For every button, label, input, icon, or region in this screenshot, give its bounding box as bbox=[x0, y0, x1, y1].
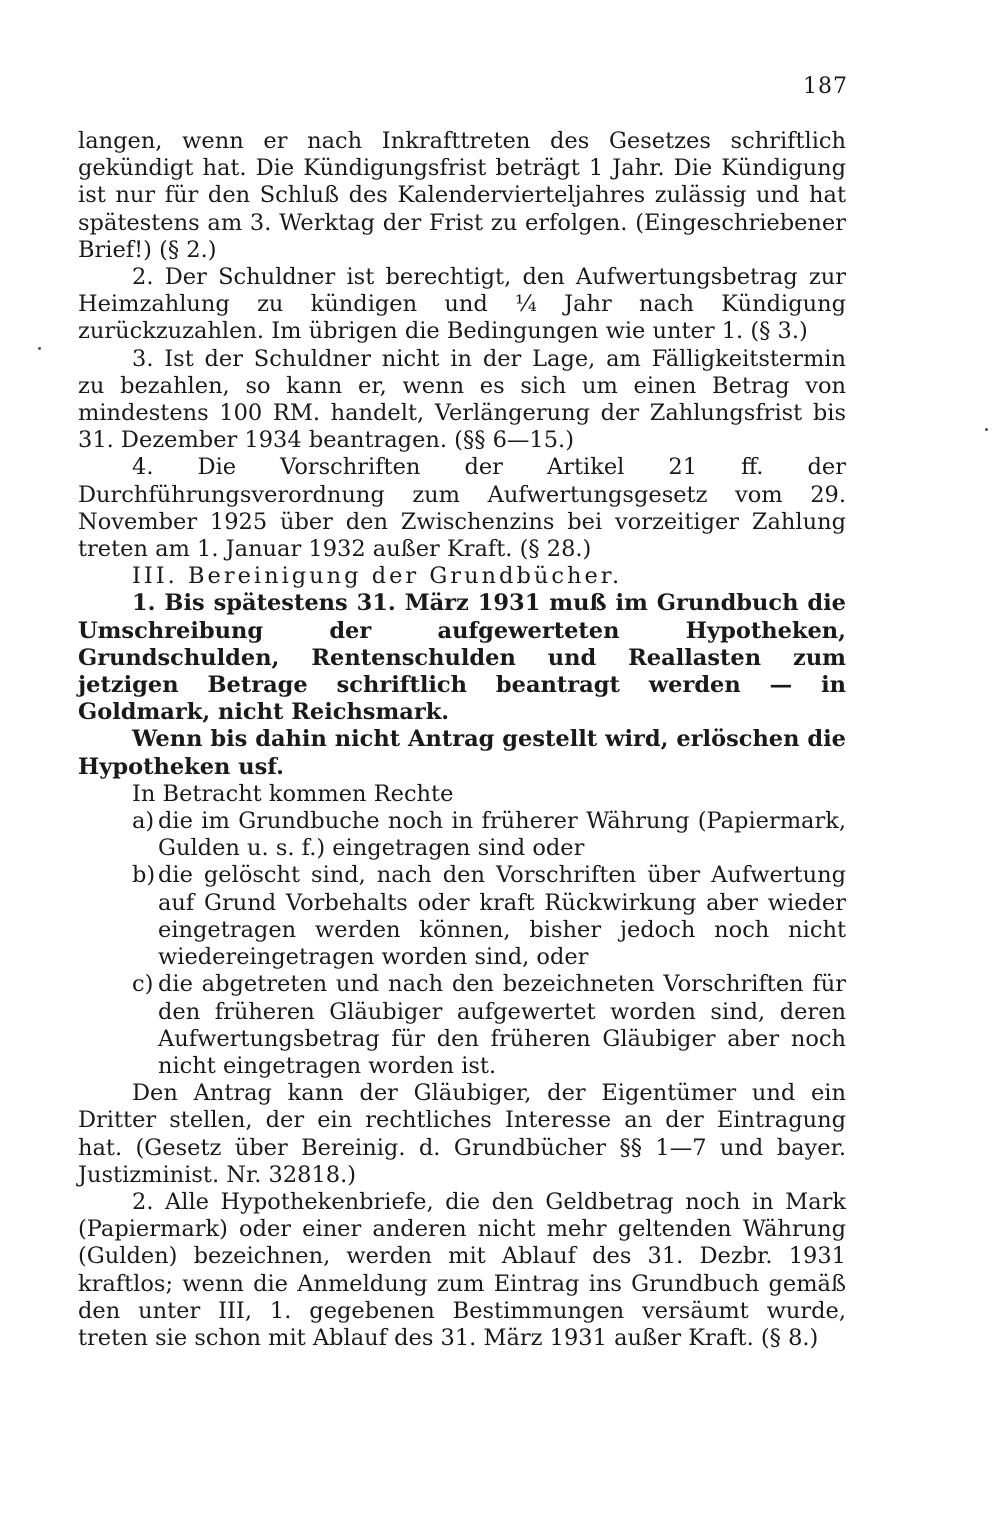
list-item-text: die gelöscht sind, nach den Vorschriften über Aufwertung auf Grund Vorbehalts oder kraft Rückwirkung aber wieder eingetragen werden können, bisher jedoch noch nicht wiedereingetragen worden sind, oder bbox=[158, 862, 846, 971]
list-marker: b) bbox=[132, 862, 156, 889]
paragraph-item-4: 4. Die Vorschriften der Artikel 21 ff. der Durchführungsverordnung zum Aufwertungsgesetz vom 29. November 1925 über den Zwischenzins bei vorzeitiger Zahlung treten am 1. Januar 1932 außer Kraft. (§ 28.) bbox=[78, 454, 846, 563]
list-item-c bbox=[78, 971, 846, 1080]
scan-speck bbox=[38, 347, 41, 350]
list-item-a bbox=[78, 808, 846, 862]
paragraph-mortgage-letters: 2. Alle Hypothekenbriefe, die den Geldbetrag noch in Mark (Papiermark) oder einer anderen nicht mehr geltenden Währung (Gulden) bezeichnen, werden mit Ablauf des 31. Dezbr. 1931 kraftlos; wenn die Anmeldung zum Eintrag ins Grundbuch gemäß den unter III, 1. gegebenen Bestimmungen versäumt wurde, treten sie schon mit Ablauf des 31. März 1931 außer Kraft. (§ 8.) bbox=[78, 1188, 846, 1351]
list-item-text: die abgetreten und nach den bezeichneten Vorschriften für den früheren Gläubiger aufgewertet worden sind, deren Aufwertungsbetrag für den früheren Gläubiger aber noch nicht eingetragen worden ist. bbox=[158, 971, 846, 1079]
list-marker: a) bbox=[132, 808, 155, 835]
paragraph-continuation: langen, wenn er nach Inkrafttreten des Gesetzes schriftlich gekündigt hat. Die Kündigungsfrist beträgt 1 Jahr. Die Kündigung ist nur für den Schluß des Kalendervierteljahres zulässig und hat spätestens am 3. Werktag der Frist zu erfolgen. (Eingeschriebener Brief!) (§ 2.) bbox=[78, 128, 846, 263]
paragraph-item-2: 2. Der Schuldner ist berechtigt, den Aufwertungsbetrag zur Heimzahlung zu kündigen und ¼ Jahr nach Kündigung zurückzuzahlen. Im übrigen die Bedingungen wie unter 1. (§ 3.) bbox=[78, 264, 846, 345]
body-text bbox=[78, 128, 846, 1352]
paragraph-applicants: Den Antrag kann der Gläubiger, der Eigentümer und ein Dritter stellen, der ein rechtliches Interesse an der Eintragung hat. (Gesetz über Bereinig. d. Grundbücher §§ 1—7 und bayer. Justizminist. Nr. 32818.) bbox=[78, 1080, 846, 1188]
section-heading: III. Bereinigung der Grundbücher. bbox=[132, 563, 623, 590]
page-number: 187 bbox=[803, 74, 848, 99]
paragraph-item-3: 3. Ist der Schuldner nicht in der Lage, am Fälligkeitstermin zu bezahlen, so kann er, wenn es sich um einen Betrag von mindestens 100 RM. handelt, Verlängerung der Zahlungsfrist bis 31. Dezember 1934 beantragen. (§§ 6—15.) bbox=[78, 345, 846, 454]
bold-paragraph-deadline: 1. Bis spätestens 31. März 1931 muß im Grundbuch die Umschreibung der aufgewerteten Hypotheken, Grundschulden, Rentenschulden und Reallasten zum jetzigen Betrage schriftlich beantragt werden — in Goldmark, nicht Reichsmark. bbox=[78, 590, 846, 726]
list-marker: c) bbox=[132, 971, 154, 998]
list-intro: In Betracht kommen Rechte bbox=[132, 780, 454, 807]
bold-paragraph-consequence: Wenn bis dahin nicht Antrag gestellt wird, erlöschen die Hypotheken usf. bbox=[78, 726, 846, 780]
scan-speck bbox=[985, 428, 988, 431]
list-item-b bbox=[78, 862, 846, 971]
list-item-text: die im Grundbuche noch in früherer Währung (Papiermark, Gulden u. s. f.) eingetragen sind oder bbox=[158, 808, 846, 862]
